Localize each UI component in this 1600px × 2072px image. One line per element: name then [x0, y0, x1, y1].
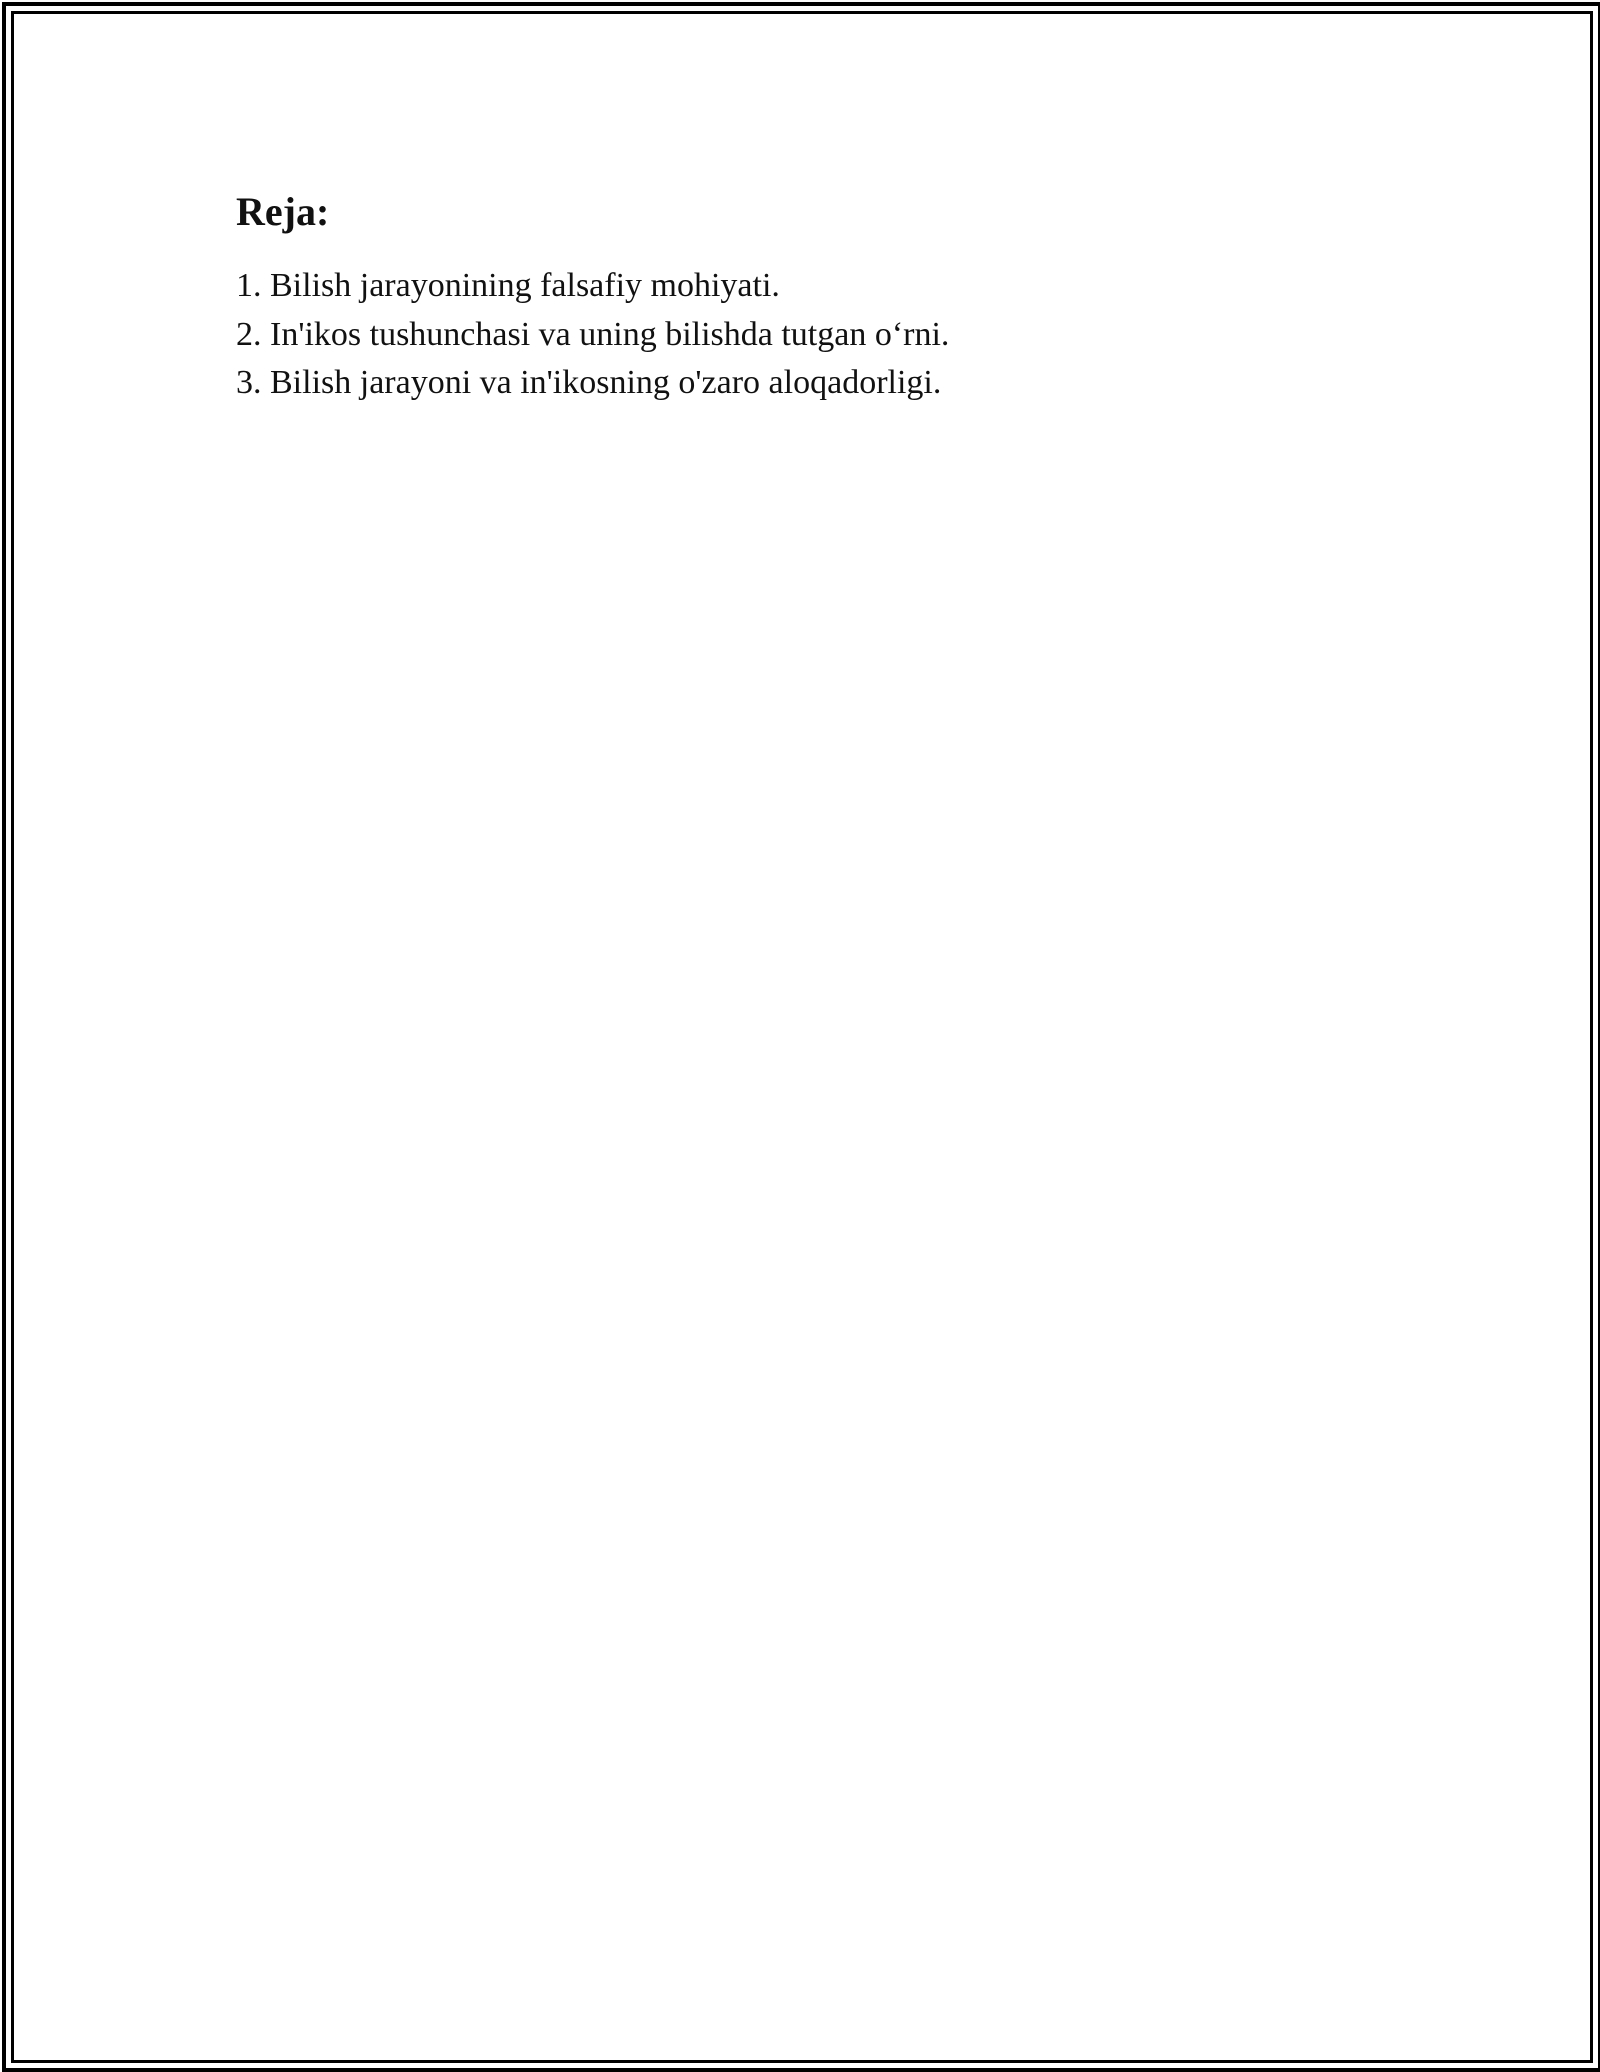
- plan-heading: Reja:: [236, 189, 330, 234]
- plan-item-3: [236, 359, 1436, 408]
- plan-item-text: In'ikos tushunchasi va uning bilishda tutgan o‘rni.: [270, 315, 950, 353]
- plan-item-number: 2.: [236, 315, 262, 353]
- plan-item-1: [236, 262, 1436, 311]
- page-content: [236, 188, 1436, 408]
- plan-list: [236, 262, 1436, 408]
- plan-item-text: Bilish jarayoni va in'ikosning o'zaro aloqadorligi.: [270, 364, 942, 401]
- plan-item-2: [236, 311, 1436, 360]
- plan-item-number: 1.: [236, 267, 262, 304]
- plan-item-text: Bilish jarayonining falsafiy mohiyati.: [270, 267, 780, 304]
- plan-item-number: 3.: [236, 364, 262, 401]
